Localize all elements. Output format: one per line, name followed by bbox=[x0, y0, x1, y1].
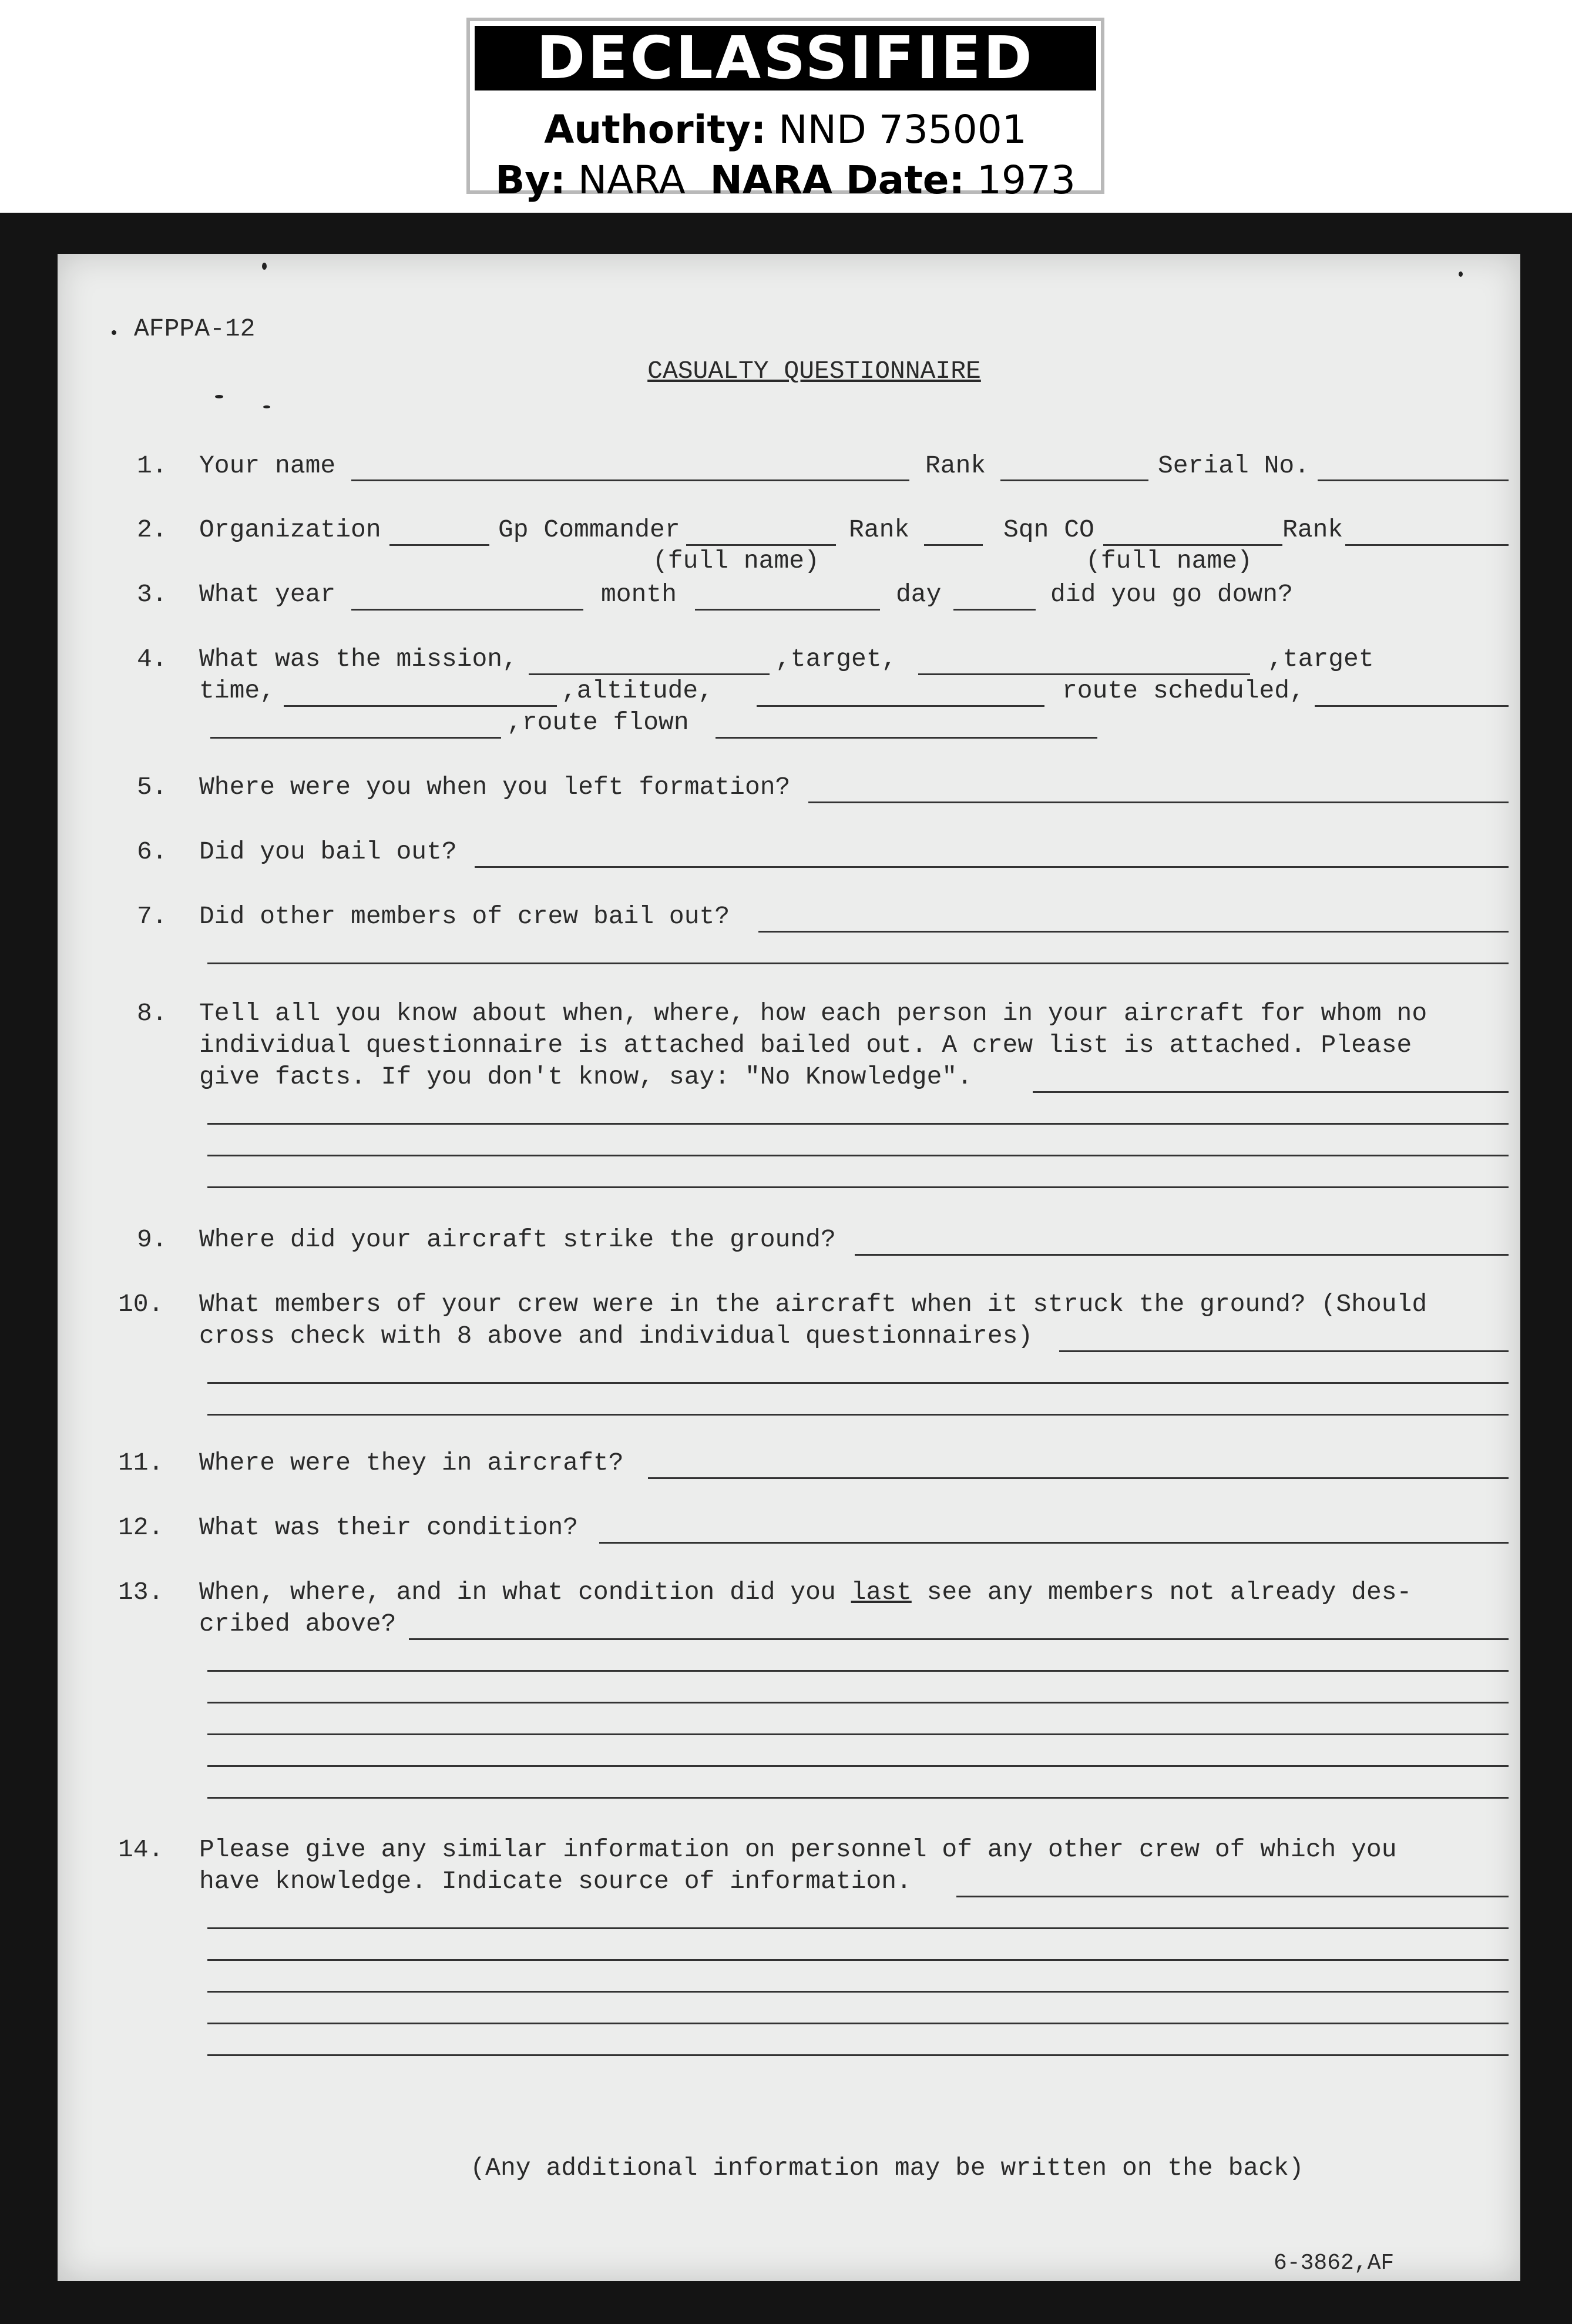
q13-question-line-1 bbox=[199, 1576, 1412, 1609]
q5-question: Where were you when you left formation? bbox=[199, 773, 791, 802]
q14-question-line-2: have knowledge. Indicate source of information. bbox=[199, 1867, 912, 1896]
q8-number: 8. bbox=[137, 999, 167, 1028]
q2-full-name-hint-2: (full name) bbox=[1086, 546, 1252, 575]
q2-rank-label-2: Rank bbox=[1282, 515, 1343, 544]
q3-month-line bbox=[695, 609, 880, 611]
questionnaire-page bbox=[58, 254, 1520, 2281]
q13-answer-line-6 bbox=[207, 1797, 1509, 1799]
q4-route-scheduled-label: route scheduled, bbox=[1062, 676, 1305, 705]
scan-speck bbox=[263, 405, 270, 408]
q2-gp-commander-label: Gp Commander bbox=[498, 515, 680, 544]
q13-answer-line-3 bbox=[207, 1702, 1509, 1703]
q2-organization-label: Organization bbox=[199, 515, 381, 544]
q14-number: 14. bbox=[118, 1835, 164, 1864]
q7-answer-line bbox=[758, 931, 1509, 933]
q10-question-line-2: cross check with 8 above and individual questionnaires) bbox=[199, 1322, 1033, 1350]
q1-your-name-label: Your name bbox=[199, 451, 336, 480]
q14-answer-line-3 bbox=[207, 1959, 1509, 1961]
q11-number: 11. bbox=[118, 1448, 164, 1477]
scan-speck bbox=[1459, 271, 1463, 277]
q2-full-name-hint: (full name) bbox=[653, 546, 819, 575]
q4-number: 4. bbox=[137, 645, 167, 673]
stamp-authority-line bbox=[470, 107, 1101, 152]
q8-answer-line-3 bbox=[207, 1155, 1509, 1156]
q14-answer-line-5 bbox=[207, 2023, 1509, 2024]
q10-answer-line-2 bbox=[207, 1382, 1509, 1384]
authority-label: Authority: bbox=[544, 107, 767, 152]
q13-number: 13. bbox=[118, 1578, 164, 1607]
q4-route-scheduled-line bbox=[1315, 705, 1509, 707]
q13-last-underlined: last bbox=[851, 1578, 912, 1607]
q4-target-time-label: ,target bbox=[1268, 645, 1374, 673]
q1-name-line bbox=[351, 479, 909, 481]
q1-serial-line bbox=[1318, 479, 1509, 481]
q14-answer-line-2 bbox=[207, 1927, 1509, 1929]
date-value: 1973 bbox=[976, 157, 1076, 203]
q4-time-label: time, bbox=[199, 676, 276, 705]
q6-question: Did you bail out? bbox=[199, 837, 457, 866]
q8-question-line-1: Tell all you know about when, where, how each person in your aircraft for whom no bbox=[199, 999, 1427, 1028]
q14-question-line-1: Please give any similar information on personnel of any other crew of which you bbox=[199, 1835, 1397, 1864]
q13-answer-line bbox=[409, 1638, 1509, 1640]
q13-answer-line-4 bbox=[207, 1733, 1509, 1735]
authority-value: NND 735001 bbox=[778, 107, 1027, 152]
q4-route-flown-line bbox=[716, 737, 1097, 739]
q13-answer-line-2 bbox=[207, 1670, 1509, 1672]
scan-speck bbox=[112, 330, 116, 335]
q13-text-c: see any members not already des- bbox=[911, 1578, 1412, 1607]
q10-number: 10. bbox=[118, 1290, 164, 1319]
q3-month-label: month bbox=[601, 580, 677, 609]
q5-number: 5. bbox=[137, 773, 167, 802]
q11-answer-line bbox=[648, 1477, 1509, 1479]
q8-answer-line-4 bbox=[207, 1186, 1509, 1188]
q3-day-label: day bbox=[896, 580, 942, 609]
stamp-by-line bbox=[470, 157, 1101, 203]
q10-answer-line-3 bbox=[207, 1414, 1509, 1416]
q4-mission-label: What was the mission, bbox=[199, 645, 518, 673]
q4-target-label: ,target, bbox=[775, 645, 897, 673]
q2-sqn-co-label: Sqn CO bbox=[1003, 515, 1094, 544]
q3-number: 3. bbox=[137, 580, 167, 609]
q9-answer-line bbox=[855, 1254, 1509, 1256]
date-label: NARA Date: bbox=[710, 157, 965, 203]
form-code: AFPPA-12 bbox=[134, 314, 256, 343]
q11-question: Where were they in aircraft? bbox=[199, 1448, 624, 1477]
q8-answer-line bbox=[1033, 1091, 1509, 1093]
q14-answer-line bbox=[956, 1896, 1509, 1897]
q2-rank-line-2 bbox=[1345, 544, 1509, 546]
q2-organization-line bbox=[389, 544, 489, 546]
q4-route-scheduled-line-2 bbox=[210, 737, 501, 739]
by-value: NARA bbox=[577, 157, 686, 203]
q9-question: Where did your aircraft strike the ground? bbox=[199, 1225, 836, 1254]
q13-question-line-2: cribed above? bbox=[199, 1609, 397, 1638]
q8-answer-line-2 bbox=[207, 1123, 1509, 1125]
form-number: 6-3862,AF bbox=[1274, 2251, 1395, 2276]
q8-question-line-3: give facts. If you don't know, say: "No Knowledge". bbox=[199, 1062, 973, 1091]
q4-route-flown-label: ,route flown bbox=[507, 708, 689, 737]
q9-number: 9. bbox=[137, 1225, 167, 1254]
footer-note: (Any additional information may be written on the back) bbox=[470, 2154, 1304, 2182]
q10-question-line-1: What members of your crew were in the aircraft when it struck the ground? (Should bbox=[199, 1290, 1427, 1319]
scan-speck bbox=[215, 395, 223, 398]
q12-number: 12. bbox=[118, 1513, 164, 1542]
q6-number: 6. bbox=[137, 837, 167, 866]
declassified-stamp bbox=[466, 18, 1104, 203]
q8-question-line-2: individual questionnaire is attached bailed out. A crew list is attached. Please bbox=[199, 1031, 1412, 1059]
q14-answer-line-4 bbox=[207, 1991, 1509, 1993]
q1-rank-label: Rank bbox=[925, 451, 986, 480]
q4-altitude-line bbox=[757, 705, 1044, 707]
form-title: CASUALTY QUESTIONNAIRE bbox=[647, 357, 981, 385]
q14-answer-line-6 bbox=[207, 2054, 1509, 2056]
q1-serial-label: Serial No. bbox=[1158, 451, 1310, 480]
q5-answer-line bbox=[808, 802, 1509, 803]
q12-answer-line bbox=[599, 1542, 1509, 1544]
q13-answer-line-5 bbox=[207, 1765, 1509, 1767]
by-label: By: bbox=[495, 157, 566, 203]
q4-altitude-label: ,altitude, bbox=[562, 676, 714, 705]
q2-number: 2. bbox=[137, 515, 167, 544]
q3-year-line bbox=[351, 609, 583, 611]
q10-answer-line bbox=[1059, 1350, 1509, 1352]
q1-rank-line bbox=[1000, 479, 1148, 481]
q7-question: Did other members of crew bail out? bbox=[199, 902, 730, 931]
q3-day-line bbox=[953, 609, 1036, 611]
q3-go-down-label: did you go down? bbox=[1050, 580, 1293, 609]
scan-speck bbox=[262, 263, 267, 270]
q13-text-a: When, where, and in what condition did you bbox=[199, 1578, 851, 1607]
q7-number: 7. bbox=[137, 902, 167, 931]
q12-question: What was their condition? bbox=[199, 1513, 579, 1542]
q2-rank-line bbox=[924, 544, 983, 546]
q6-answer-line bbox=[475, 866, 1509, 868]
q3-year-label: What year bbox=[199, 580, 336, 609]
stamp-title: DECLASSIFIED bbox=[475, 26, 1096, 90]
q2-rank-label: Rank bbox=[849, 515, 910, 544]
q7-answer-line-2 bbox=[207, 963, 1509, 964]
q1-number: 1. bbox=[137, 451, 167, 480]
